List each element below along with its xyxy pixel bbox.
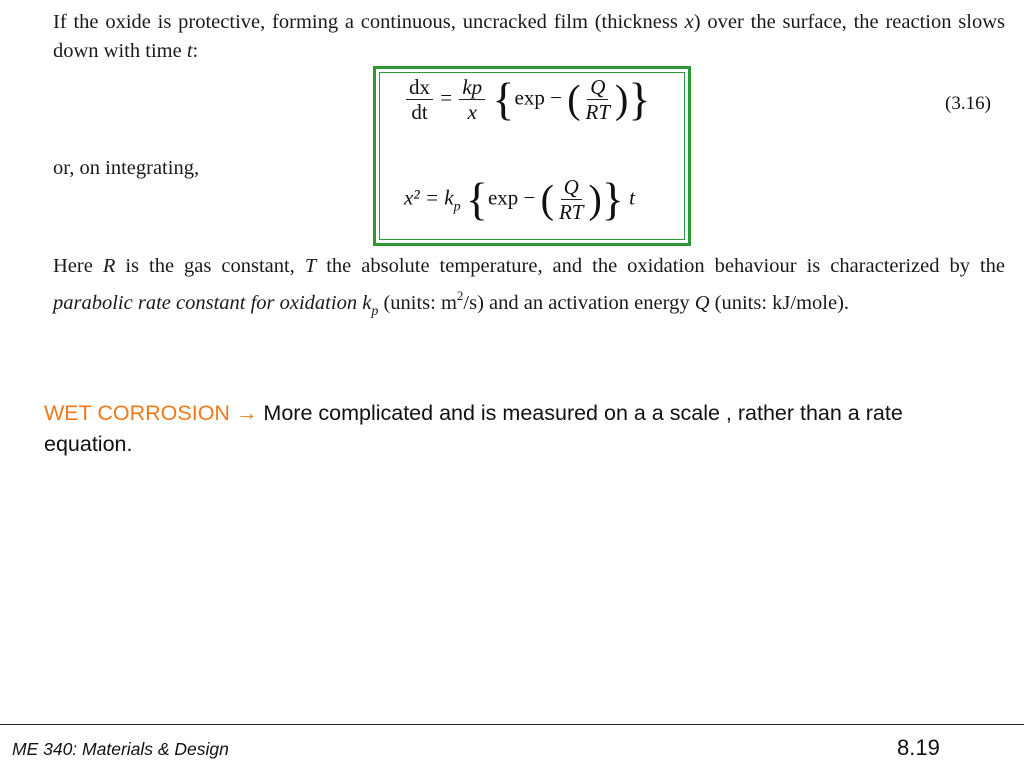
- footer-course-title: ME 340: Materials & Design: [12, 739, 229, 759]
- numerator: dx: [406, 75, 433, 100]
- exp-term: exp −: [487, 185, 536, 210]
- left-brace: {: [465, 173, 488, 225]
- numerator: Q: [587, 75, 608, 100]
- numerator: kp: [459, 75, 485, 100]
- lhs: x² = k: [404, 185, 454, 210]
- right-paren: ): [588, 176, 602, 222]
- subscript-p: p: [453, 199, 461, 215]
- arrow-right-icon: →: [235, 401, 258, 425]
- var-k: k: [362, 292, 372, 314]
- left-brace: {: [492, 73, 515, 125]
- var-T: T: [304, 255, 317, 277]
- equation-number: (3.16): [945, 93, 991, 114]
- denominator: RT: [558, 200, 584, 224]
- right-brace: }: [601, 173, 624, 225]
- equation-integrated: [404, 175, 635, 224]
- text-run: ) over the surface, the reaction slows down with time: [53, 11, 1005, 62]
- denominator: x: [467, 100, 477, 124]
- var-t: t: [186, 40, 193, 62]
- fraction-Q-RT: [583, 75, 614, 124]
- equation-box: [373, 66, 691, 246]
- text-run: /s) and an activation energy: [463, 292, 695, 314]
- left-paren: (: [567, 76, 581, 122]
- exp-term: exp −: [514, 85, 562, 110]
- right-brace: }: [628, 73, 651, 125]
- superscript-2: 2: [456, 288, 464, 303]
- text-run: the absolute temperature, and the oxidation behaviour is characterized by the: [316, 255, 1005, 277]
- term-parabolic-rate-constant: parabolic rate constant for oxidation: [53, 292, 358, 314]
- wet-corrosion-note: [44, 398, 944, 460]
- wet-corrosion-label: WET CORROSION: [44, 401, 230, 425]
- fraction-Q-RT: [556, 175, 587, 224]
- var-t: t: [629, 185, 635, 210]
- text-run: If the oxide is protective, forming a continuous, uncracked film (thickness: [53, 11, 685, 33]
- text-run: is the gas constant,: [115, 255, 305, 277]
- fraction-kp-x: [459, 75, 485, 124]
- intro-paragraph: [53, 8, 1005, 66]
- denominator: dt: [411, 100, 428, 124]
- text-run: Here: [53, 255, 103, 277]
- slide-number: 8.19: [897, 735, 940, 760]
- numerator: Q: [561, 175, 582, 200]
- fraction-dx-dt: [406, 75, 433, 124]
- text-run: (units: m: [378, 292, 457, 314]
- equation-rate: [404, 75, 650, 124]
- text-run: (units: kJ/mole).: [709, 292, 850, 314]
- denominator: RT: [585, 100, 611, 124]
- equals-sign: =: [440, 85, 453, 110]
- wet-corrosion-text: More complicated and is measured on a a scale , rather than a rate equation.: [44, 401, 903, 456]
- integrating-caption: or, on integrating,: [53, 157, 200, 179]
- definition-paragraph: [53, 252, 1005, 326]
- var-R: R: [102, 255, 116, 277]
- subscript-p: p: [371, 304, 379, 319]
- left-paren: (: [540, 176, 554, 222]
- var-x: x: [684, 11, 694, 33]
- text-run: :: [192, 40, 199, 62]
- right-paren: ): [615, 76, 629, 122]
- footer-divider: [0, 724, 1024, 725]
- var-Q: Q: [694, 292, 710, 314]
